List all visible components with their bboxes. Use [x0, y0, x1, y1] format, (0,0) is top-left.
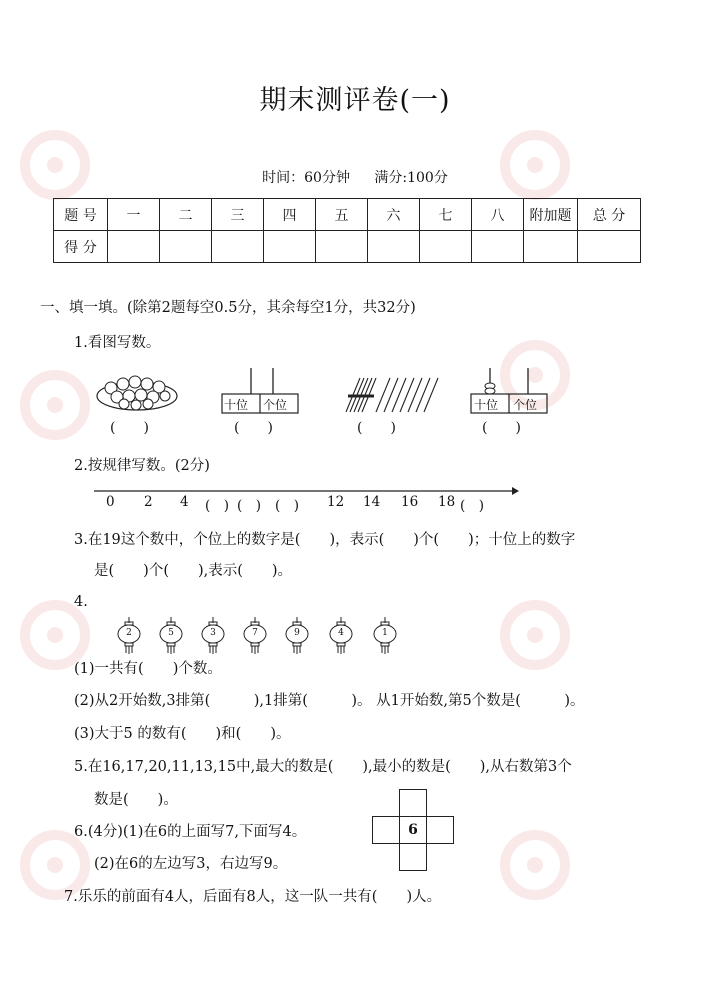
exam-meta: [0, 167, 710, 187]
time-limit: 时间：60分钟: [262, 170, 350, 186]
grid-cell-left[interactable]: [372, 816, 400, 844]
score-cell[interactable]: [524, 231, 578, 263]
number-line-label: 4: [180, 494, 189, 510]
question-2: 2.按规律写数。(2分): [74, 458, 210, 474]
sticks-image: [340, 374, 445, 416]
score-cell[interactable]: [578, 231, 641, 263]
lantern: [328, 617, 354, 655]
column-header: 二: [160, 199, 212, 231]
number-line-label: 14: [363, 494, 381, 510]
lantern-number: 1: [382, 628, 388, 638]
answer-blank[interactable]: ( ): [275, 498, 300, 514]
score-cell[interactable]: [264, 231, 316, 263]
full-score: 满分:100分: [374, 170, 448, 186]
column-header: 一: [108, 199, 160, 231]
question-6-line2: (2)在6的左边写3，右边写9。: [94, 856, 288, 872]
lantern: [158, 617, 184, 655]
grid-cell-bottom[interactable]: [399, 843, 427, 871]
number-line-label: 16: [401, 494, 419, 510]
question-4-part1: (1)一共有( )个数。: [74, 661, 222, 677]
score-table: [53, 198, 641, 263]
score-table-header-row: [54, 199, 641, 231]
question-1: 1.看图写数。: [74, 335, 161, 351]
score-cell[interactable]: [368, 231, 420, 263]
watermark: [490, 590, 580, 684]
grid-cell-right[interactable]: [426, 816, 454, 844]
lantern-number: 2: [126, 628, 132, 638]
grid-cell-center: 6: [399, 816, 427, 844]
column-header: 四: [264, 199, 316, 231]
number-line: [94, 484, 519, 498]
column-header: 七: [420, 199, 472, 231]
tens-label: 十位: [224, 398, 249, 412]
number-line-label: 18: [438, 494, 456, 510]
question-7: 7.乐乐的前面有4人，后面有8人，这一队一共有( )人。: [64, 889, 442, 905]
lantern-number: 7: [252, 628, 258, 638]
answer-blank[interactable]: ( ): [482, 420, 521, 436]
watermark: [10, 360, 100, 454]
answer-blank[interactable]: ( ): [237, 498, 262, 514]
cross-grid: [372, 789, 454, 871]
lantern: [242, 617, 268, 655]
page-title: 期末测评卷(一): [259, 85, 451, 116]
score-cell[interactable]: [212, 231, 264, 263]
column-header: 三: [212, 199, 264, 231]
column-header: 六: [368, 199, 420, 231]
section-heading: 一、填一填。(除第2题每空0.5分，其余每空1分，共32分): [40, 300, 416, 316]
lantern: [284, 617, 310, 655]
column-header: 附加题: [524, 199, 578, 231]
score-cell[interactable]: [316, 231, 368, 263]
row-header: 得 分: [54, 231, 108, 263]
lantern: [200, 617, 226, 655]
column-header: 八: [472, 199, 524, 231]
question-4-part2: (2)从2开始数,3排第( ),1排第( )。 从1开始数,第5个数是( )。: [74, 693, 585, 709]
number-line-label: 2: [144, 494, 153, 510]
grid-cell-top[interactable]: [399, 789, 427, 817]
question-4-part3: (3)大于5 的数有( )和( )。: [74, 726, 291, 742]
answer-blank[interactable]: ( ): [460, 498, 485, 514]
question-5-line2: 数是( )。: [94, 792, 178, 808]
lantern-number: 4: [338, 628, 344, 638]
answer-blank[interactable]: ( ): [110, 420, 149, 436]
score-cell[interactable]: [420, 231, 472, 263]
question-5-line1: 5.在16,17,20,11,13,15中,最大的数是( ),最小的数是( ),从右数第3个: [74, 759, 572, 775]
lantern-number: 9: [294, 628, 300, 638]
apples-plate-image: [95, 370, 185, 415]
question-4: 4.: [74, 594, 88, 610]
answer-blank[interactable]: ( ): [234, 420, 273, 436]
lantern-number: 3: [210, 628, 216, 638]
lantern-row: [116, 617, 406, 657]
lantern-number: 5: [168, 628, 174, 638]
watermark: [490, 820, 580, 914]
column-header: 五: [316, 199, 368, 231]
tens-label: 十位: [474, 398, 499, 412]
answer-blank[interactable]: ( ): [357, 420, 396, 436]
score-table-score-row: [54, 231, 641, 263]
row-header: 题 号: [54, 199, 108, 231]
question-6-line1: 6.(4分)(1)在6的上面写7,下面写4。: [74, 824, 307, 840]
score-cell[interactable]: [108, 231, 160, 263]
ones-label: 个位: [263, 398, 288, 412]
score-cell[interactable]: [472, 231, 524, 263]
lantern: [372, 617, 398, 655]
score-cell[interactable]: [160, 231, 212, 263]
ones-label: 个位: [513, 398, 538, 412]
lantern: [116, 617, 142, 655]
number-line-label: 12: [327, 494, 345, 510]
question-3-line2: 是( )个( ),表示( )。: [94, 563, 293, 579]
column-header: 总 分: [578, 199, 641, 231]
number-line-label: 0: [106, 494, 115, 510]
answer-blank[interactable]: ( ): [205, 498, 230, 514]
question-3-line1: 3.在19这个数中，个位上的数字是( )，表示( )个( )；十位上的数字: [74, 532, 576, 548]
